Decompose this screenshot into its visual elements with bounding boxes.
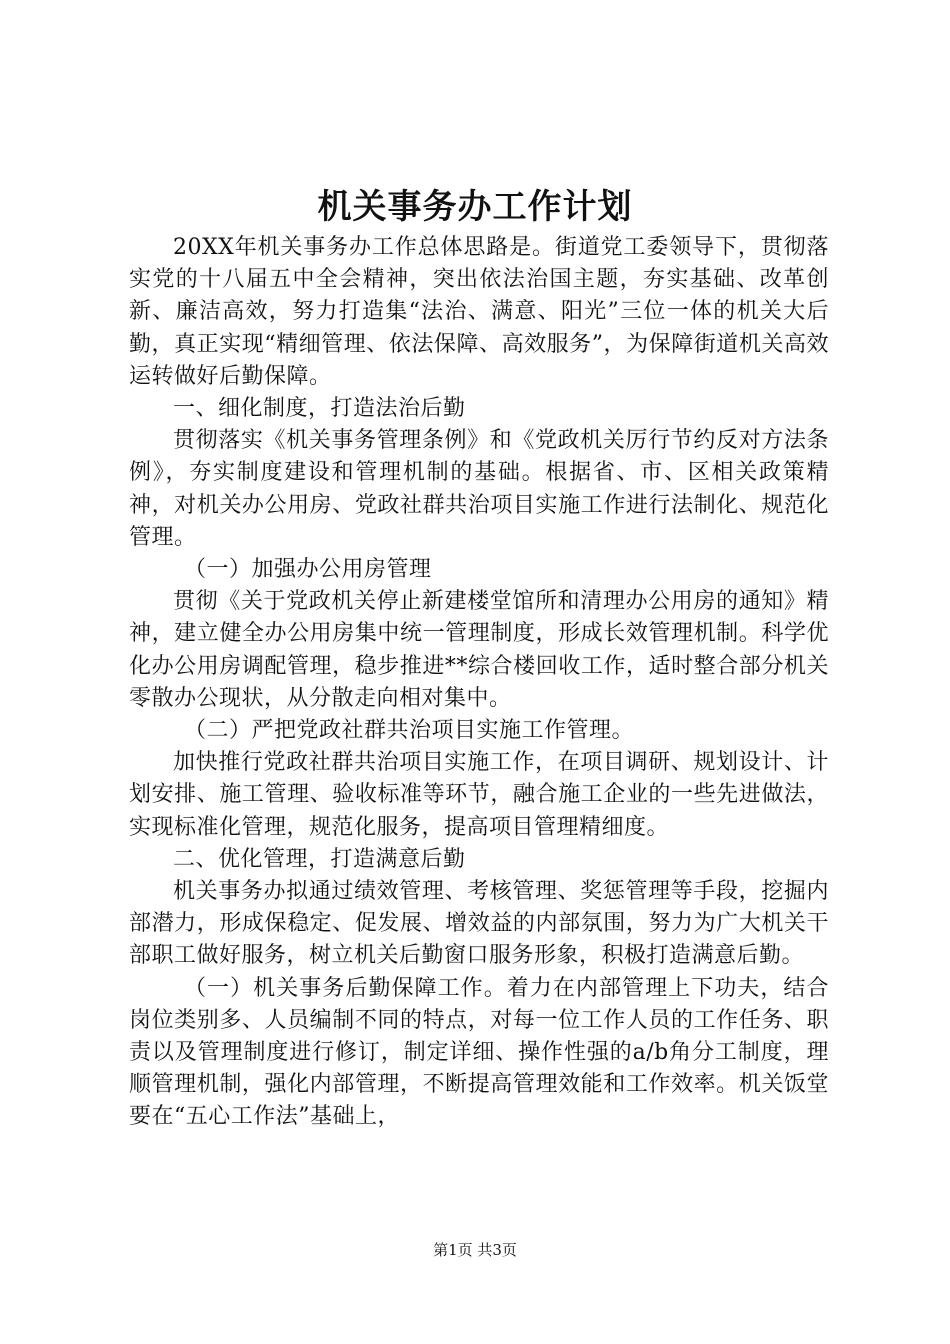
paragraph-subsection-2-1: （一）机关事务后勤保障工作。着力在内部管理上下功夫，结合岗位类别多、人员编制不同的特点，对每一位工作人员的工作任务、职责以及管理制度进行修订，制定详细、操作性强的a/b角分工制度，理顺管理机制，强化内部管理，不断提高管理效能和工作效率。机关饭堂要在“五心工作法”基础上， <box>129 975 829 1130</box>
paragraph-subsection-1-1: 贯彻《关于党政机关停止新建楼堂馆所和清理办公用房的通知》精神，建立健全办公用房集中统一管理制度，形成长效管理机制。科学优化办公用房调配管理，稳步推进**综合楼回收工作，适时整合部分机关零散办公现状，从分散走向相对集中。 <box>129 589 829 711</box>
section-heading-2: 二、优化管理，打造满意后勤 <box>173 846 466 872</box>
paragraph-intro: 20XX年机关事务办工作总体思路是。街道党工委领导下，贯彻落实党的十八届五中全会精神，突出依法治国主题，夯实基础、改革创新、廉洁高效，努力打造集“法治、满意、阳光”三位一体的机关大后勤，真正实现“精细管理、依法保障、高效服务”，为保障街道机关高效运转做好后勤保障。 <box>129 235 829 389</box>
paragraph-section-2: 机关事务办拟通过绩效管理、考核管理、奖惩管理等手段，挖掘内部潜力，形成保稳定、促发展、增效益的内部氛围，努力为广大机关干部职工做好服务，树立机关后勤窗口服务形象，积极打造满意后勤。 <box>129 879 829 969</box>
paragraph-subsection-1-2: 加快推行党政社群共治项目实施工作，在项目调研、规划设计、计划安排、施工管理、验收标准等环节，融合施工企业的一些先进做法，实现标准化管理，规范化服务，提高项目管理精细度。 <box>129 750 829 840</box>
page-footer: 第1页 共3页 <box>433 1241 517 1259</box>
page-title: 机关事务办工作计划 <box>317 187 633 227</box>
document-body <box>129 232 829 1134</box>
subsection-heading-1-2: （二）严把党政社群共治项目实施工作管理。 <box>184 718 635 744</box>
section-heading-1: 一、细化制度，打造法治后勤 <box>173 396 466 422</box>
paragraph-section-1: 贯彻落实《机关事务管理条例》和《党政机关厉行节约反对方法条例》，夯实制度建设和管理机制的基础。根据省、市、区相关政策精神，对机关办公用房、党政社群共治项目实施工作进行法制化、规范化管理。 <box>129 428 829 550</box>
subsection-heading-1-1: （一）加强办公用房管理 <box>184 557 432 583</box>
